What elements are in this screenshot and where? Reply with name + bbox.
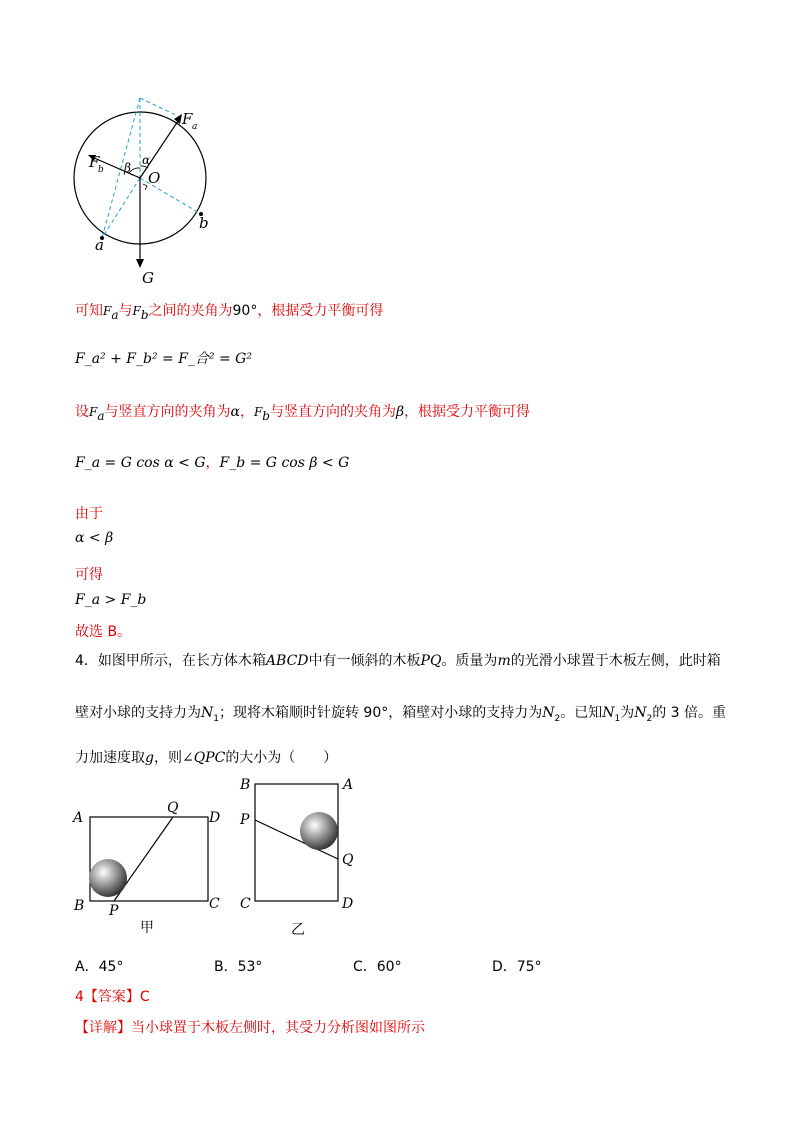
jia-label-Q: Q	[167, 800, 179, 816]
fb-subscript: b	[98, 165, 104, 175]
beta-label: β	[124, 161, 131, 175]
yi-label-C: C	[240, 896, 251, 912]
conclusion-text: 故选 B。	[75, 624, 132, 640]
jia-label-A: A	[73, 810, 84, 826]
detail-tag: 【详解】	[75, 1020, 131, 1036]
yi-label-Q: Q	[342, 852, 354, 868]
equation-components: F_a = G cos α < G，F_b = G cos β < G	[75, 455, 350, 471]
point-a-label: a	[95, 236, 104, 254]
gravity-label: G	[142, 269, 154, 287]
force-diagram-circle	[60, 85, 230, 290]
equation-sum-of-squares: F_a² + F_b² = F_合² = G²	[75, 351, 252, 367]
jia-label-B: B	[74, 898, 85, 914]
since-label: 由于	[75, 506, 103, 522]
result-fa-gt-fb: F_a > F_b	[75, 592, 147, 608]
answer-detail	[75, 1018, 425, 1038]
yi-label-B: B	[240, 777, 251, 793]
option-b[interactable]: B．53°	[214, 959, 263, 975]
question4-line-1: 4．如图甲所示，在长方体木箱ABCD中有一倾斜的木板PQ。质量为m的光滑小球置于木板左侧，此时箱	[75, 653, 721, 669]
fa-label: F	[182, 110, 193, 128]
point-b-label: b	[199, 214, 209, 232]
jia-label-P: P	[109, 903, 119, 919]
solution-line-1: 可知$F_a$与$F_b$之间的夹角为90°，根据受力平衡可得	[75, 303, 384, 322]
origin-label: O	[148, 169, 161, 187]
option-d[interactable]: D．75°	[492, 959, 542, 975]
box-diagram-jia-yi	[65, 770, 385, 945]
option-c[interactable]: C．60°	[353, 959, 402, 975]
question4-line-2: 壁对小球的支持力为$N_1$；现将木箱顺时针旋转 90°，箱壁对小球的支持力为$N_2$。已知$N_1$为$N_2$的 3 倍。重	[75, 705, 727, 724]
caption-yi: 乙	[291, 922, 305, 938]
fa-subscript: a	[192, 122, 198, 132]
thus-label: 可得	[75, 567, 103, 583]
inequality-alpha-beta: α < β	[75, 530, 114, 546]
alpha-label: α	[142, 153, 151, 167]
option-a[interactable]: A．45°	[75, 959, 124, 975]
answer-label: 4【答案】C	[75, 989, 150, 1005]
solution-line-2: 设$F_a$与竖直方向的夹角为α，$F_b$与竖直方向的夹角为β，根据受力平衡可得	[75, 404, 531, 423]
caption-jia: 甲	[140, 920, 154, 936]
jia-label-D: D	[209, 810, 221, 826]
fb-label: F	[89, 153, 100, 171]
jia-label-C: C	[209, 896, 220, 912]
question4-line-3: 力加速度取g，则∠QPC的大小为（ ）	[75, 750, 338, 766]
detail-text: 当小球置于木板左侧时，其受力分析图如图所示	[131, 1020, 425, 1036]
yi-label-D: D	[342, 896, 354, 912]
yi-label-A: A	[343, 777, 354, 793]
yi-label-P: P	[240, 812, 250, 828]
